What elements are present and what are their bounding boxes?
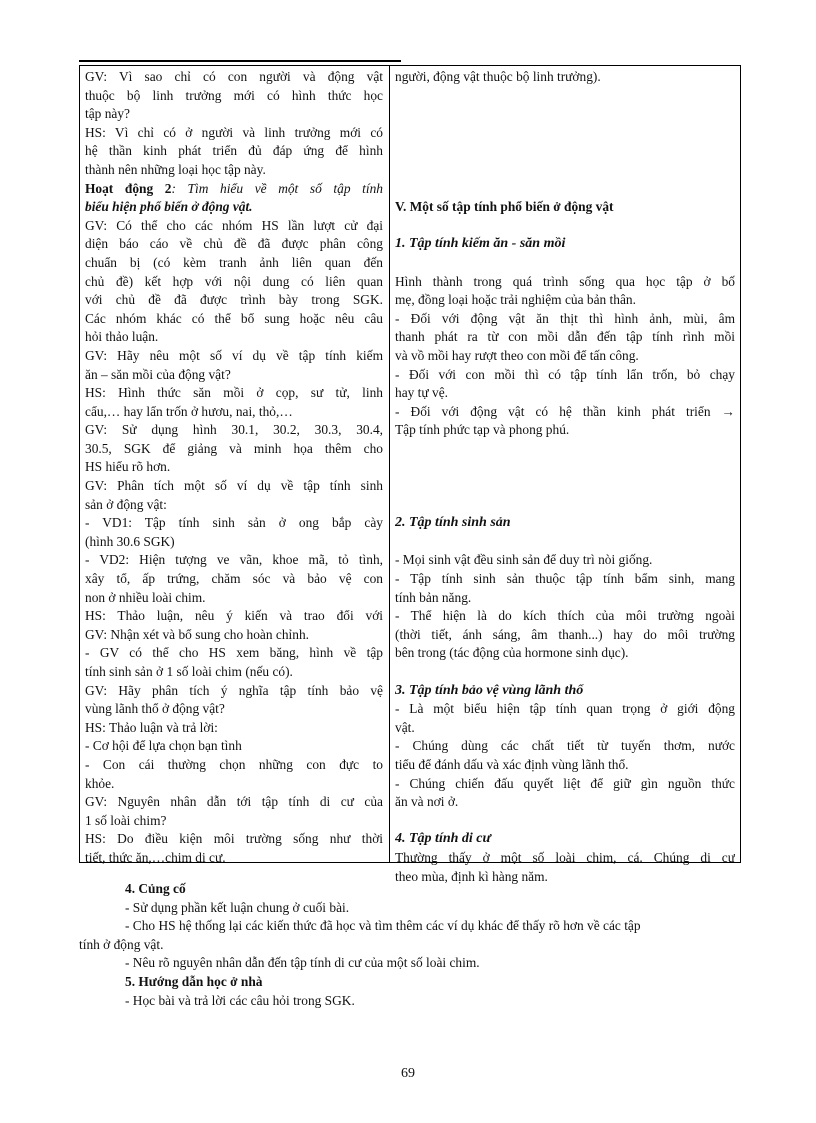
left-column-line: ăn – săn mồi của động vật? — [85, 366, 231, 382]
consolidation-line: 4. Củng cố — [125, 881, 186, 896]
right-column-spacer — [395, 458, 735, 477]
left-column-line: với chủ đề đã được trình bày trong SGK. — [85, 292, 383, 308]
left-column-line: GV: Vì sao chỉ có con người và động vật — [85, 69, 383, 84]
right-column-line: (thời tiết, ánh sáng, âm thanh...) hay do môi trường — [395, 626, 735, 642]
left-column-line: HS: Thảo luận, nêu ý kiến và trao đổi với — [85, 608, 383, 624]
left-column-line: HS hiểu rõ hơn. — [85, 459, 171, 475]
left-column-line: non ở nhiều loài chim. — [85, 589, 206, 605]
activity-title: : Tìm hiểu về một số tập tính — [171, 180, 383, 196]
consolidation-line: - Học bài và trả lời các câu hỏi trong SGK. — [125, 992, 355, 1008]
consolidation-line: - Nêu rõ nguyên nhân dẫn đến tập tính di cư của một số loài chim. — [125, 955, 480, 971]
consolidation-line: - Cho HS hệ thống lại các kiến thức đã học và tìm thêm các ví dụ khác để thấy rõ hơn về các tập — [125, 918, 641, 934]
consolidation-line: - Sử dụng phần kết luận chung ở cuối bài. — [125, 899, 350, 915]
left-column-line: hỏi thảo luận. — [85, 329, 159, 345]
right-column-line: 4. Tập tính di cư — [395, 831, 491, 847]
right-column-line: thanh phát ra từ con mồi dẫn đến tập tính rình mồi — [395, 329, 735, 345]
right-column-line: - Mọi sinh vật đều sinh sản để duy trì nòi giống. — [395, 552, 653, 568]
right-column-spacer — [395, 217, 735, 236]
left-column-line: GV: Có thể cho các nhóm HS lần lượt cử đại — [85, 217, 383, 233]
consolidation-line: 5. Hướng dẫn học ở nhà — [125, 973, 263, 989]
right-column-line: - Thể hiện là do kích thích của môi trường ngoài — [395, 608, 735, 624]
left-column-line: HS: Hình thức săn mồi ở cọp, sư tử, linh — [85, 385, 383, 401]
left-column-line: HS: Do điều kiện môi trường sống như thời — [85, 831, 383, 847]
left-column-line: diện báo cáo về chủ đề đã được phân công — [85, 236, 383, 252]
right-column-spacer — [395, 254, 735, 273]
left-column-line: GV: Hãy nêu một số ví dụ về tập tính kiếm — [85, 347, 383, 363]
left-column-line — [85, 180, 383, 199]
right-column-spacer — [395, 142, 735, 161]
left-column-line: GV: Nguyên nhân dẫn tới tập tính di cư của — [85, 794, 383, 810]
right-column-line: - Là một biểu hiện tập tính quan trọng ở giới động — [395, 701, 735, 717]
right-column-spacer — [395, 496, 735, 515]
left-column-line: - GV có thể cho HS xem băng, hình về tập — [85, 645, 383, 661]
right-column-line: vật. — [395, 719, 415, 735]
lesson-table — [79, 65, 741, 884]
left-column-line: sản ở động vật: — [85, 496, 167, 512]
left-column-line: tính sinh sản ở 1 số loài chim (nếu có). — [85, 664, 293, 679]
right-column-line: hay tự vệ. — [395, 385, 448, 401]
left-column-line: - Cơ hội để lựa chọn bạn tình — [85, 738, 242, 754]
left-column-line: khỏe. — [85, 775, 115, 791]
left-column-line: xây tổ, ấp trứng, chăm sóc và bảo vệ con — [85, 571, 383, 587]
left-column-line: biểu hiện phổ biến ở động vật. — [85, 199, 253, 215]
left-column-line: - Con cái thường chọn những con đực to — [85, 756, 383, 772]
left-column-line: Các nhóm khác có thể bổ sung hoặc nêu câu — [85, 310, 383, 326]
right-column-spacer — [395, 477, 735, 496]
right-column-line: Hình thành trong quá trình sống qua học tập ở bố — [395, 273, 735, 289]
left-column-line: 30.5, SGK để giảng và minh họa thêm cho — [85, 440, 383, 456]
right-column-line: - Đối với động vật ăn thịt thì hình ảnh, mùi, âm — [395, 310, 735, 326]
left-column-line: thuộc bộ linh trưởng mới có hình thức học — [85, 87, 383, 103]
right-column-line: theo mùa, định kì hàng năm. — [395, 868, 548, 884]
right-column-spacer — [395, 533, 735, 552]
left-column-line: 1 số loài chim? — [85, 812, 167, 828]
left-column-line: - VD1: Tập tính sinh sản ở ong bắp cày — [85, 515, 383, 531]
left-column-line: (hình 30.6 SGK) — [85, 533, 175, 549]
right-column-line: tính bản năng. — [395, 589, 472, 605]
left-column-line: cẩu,… hay lẩn trốn ở hươu, nai, thỏ,… — [85, 403, 293, 419]
right-column-line: V. Một số tập tính phổ biến ở động vật — [395, 199, 614, 215]
right-column-spacer — [395, 440, 735, 459]
right-column-line: - Chúng chiến đấu quyết liệt để giữ gìn nguồn thức — [395, 775, 735, 791]
left-column-line: hệ thần kinh phát triển đủ đáp ứng để hình — [85, 143, 383, 159]
right-column-line: người, động vật thuộc bộ linh trưởng). — [395, 69, 601, 84]
right-column-line: - Chúng dùng các chất tiết từ tuyến thơm, nước — [395, 738, 735, 754]
consolidation-section — [79, 880, 759, 1010]
left-column-line: thành nên những loại học tập này. — [85, 161, 266, 177]
right-column-line: - Đối với con mồi thì có tập tính lẩn trốn, bỏ chạy — [395, 366, 735, 382]
left-column-line: tập này? — [85, 106, 130, 122]
left-column-line: tiết, thức ăn,…chim di cư. — [85, 849, 226, 865]
right-column-line: - Tập tính sinh sản thuộc tập tính bẩm sinh, mang — [395, 571, 735, 587]
teacher-student-activity-column — [85, 68, 383, 868]
left-column-line: GV: Phân tích một số ví dụ về tập tính sinh — [85, 478, 383, 494]
left-column-line: GV: Hãy phân tích ý nghĩa tập tính bảo vệ — [85, 682, 383, 698]
activity-heading: Hoạt động 2 — [85, 180, 172, 196]
right-column-line: 2. Tập tính sinh sản — [395, 515, 511, 531]
left-column-line: vùng lãnh thổ ở động vật? — [85, 701, 225, 717]
left-column-line: HS: Vì chỉ có ở người và linh trưởng mới có — [85, 124, 383, 140]
page-number: 69 — [401, 1066, 415, 1081]
right-column-line: Thường thấy ở một số loài chim, cá. Chúng di cư — [395, 849, 735, 865]
right-column-line: Tập tính phức tạp và phong phú. — [395, 422, 570, 438]
right-column-spacer — [395, 663, 735, 682]
right-column-spacer — [395, 87, 735, 106]
right-column-line: bên trong (tác động của hormone sinh dục). — [395, 645, 629, 661]
consolidation-line: tính ở động vật. — [79, 936, 164, 952]
left-column-line: - VD2: Hiện tượng ve vãn, khoe mã, tỏ tình, — [85, 552, 383, 568]
right-column-line: và vồ mồi hay rượt theo con mồi để tấn công. — [395, 347, 639, 363]
left-column-line: GV: Sử dụng hình 30.1, 30.2, 30.3, 30.4, — [85, 422, 383, 438]
right-column-line: 1. Tập tính kiếm ăn - săn mồi — [395, 236, 566, 252]
right-column-line: ăn và nơi ở. — [395, 794, 459, 810]
left-column-line: chuẩn bị (có kèm tranh ảnh liên quan đến — [85, 254, 383, 270]
right-column-spacer — [395, 105, 735, 124]
right-column-line: mẹ, đồng loại hoặc trải nghiệm của bản thân. — [395, 292, 636, 308]
right-column-spacer — [395, 180, 735, 199]
lesson-content-column — [395, 68, 735, 886]
right-column-line: 3. Tập tính bảo vệ vùng lãnh thổ — [395, 682, 584, 698]
right-column-line: - Đối với động vật có hệ thần kinh phát triển → — [395, 403, 735, 419]
left-column-line: chủ đề) kết hợp với nội dung có liên quan — [85, 273, 383, 289]
left-column-line: GV: Nhận xét và bổ sung cho hoàn chỉnh. — [85, 626, 309, 642]
right-column-spacer — [395, 124, 735, 143]
right-column-line: tiểu để đánh dấu và xác định vùng lãnh thổ. — [395, 756, 629, 772]
top-rule — [79, 60, 401, 62]
left-column-line: HS: Thảo luận và trả lời: — [85, 719, 218, 735]
right-column-spacer — [395, 161, 735, 180]
column-divider — [389, 66, 390, 862]
right-column-spacer — [395, 812, 735, 831]
